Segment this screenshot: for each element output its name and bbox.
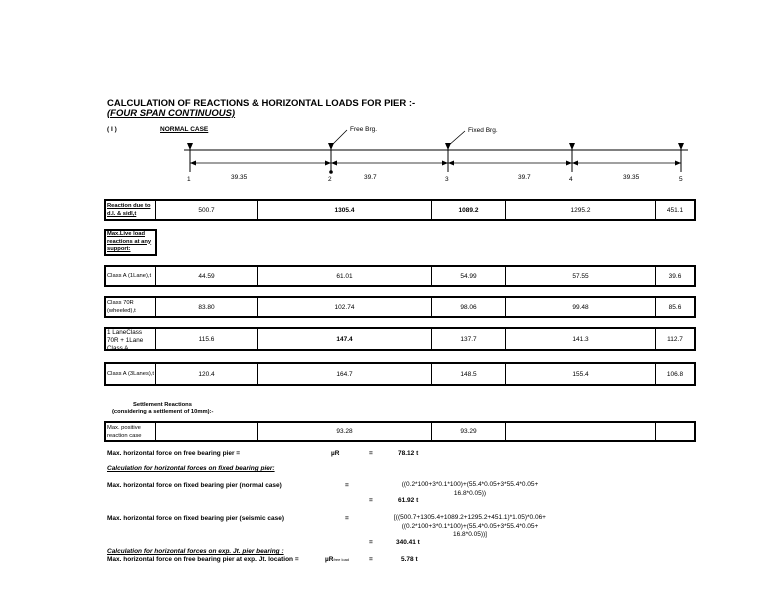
table-cell: 44.59 [156, 267, 258, 285]
equals-sign: = [345, 515, 349, 522]
table-cell [156, 423, 258, 440]
page-title: CALCULATION OF REACTIONS & HORIZONTAL LOADS FOR PIER :- [107, 98, 416, 109]
table-cell: 115.6 [156, 329, 258, 349]
exp-mu-subscript: free load [333, 557, 350, 562]
row-label: Class 70R (wheeled),t [106, 298, 156, 316]
row-label: Class A (1Lane),t [106, 267, 156, 285]
table-cell: 99.48 [506, 298, 656, 316]
table-cell: 1089.2 [432, 201, 506, 219]
equals-sign: = [345, 482, 349, 489]
table-cell: 93.29 [432, 423, 506, 440]
settlement-note: (considering a settlement of 10mm):- [112, 409, 214, 415]
table-row-dl [104, 199, 696, 221]
free-brg-leader [331, 130, 347, 146]
table-cell: 147.4 [258, 329, 432, 349]
table-cell: 61.01 [258, 267, 432, 285]
normal-case-value: 61.92 t [398, 497, 419, 504]
free-force-value: 78.12 t [398, 450, 419, 457]
table-cell: 164.7 [258, 364, 432, 384]
table-cell [656, 423, 694, 440]
table-cell: 98.06 [432, 298, 506, 316]
table-cell: 54.99 [432, 267, 506, 285]
support-2-dot [329, 170, 333, 174]
settlement-heading: Settlement Reactions [133, 402, 192, 408]
table-row-settlement [104, 421, 696, 442]
case-name: NORMAL CASE [160, 126, 209, 133]
row-label: Reaction due to d.l. & sidl,t [106, 201, 156, 219]
table-cell: 141.3 [506, 329, 656, 349]
row-label: Max. positive reaction case [106, 423, 156, 440]
table-cell: 148.5 [432, 364, 506, 384]
equals-sign: = [369, 556, 373, 563]
exp-heading: Calculation for horizontal forces on exp. Jt. pier bearing : [107, 548, 284, 555]
seismic-case-label: Max. horizontal force on fixed bearing pier (seismic case) [107, 515, 284, 522]
exp-force-value: 5.78 t [401, 556, 418, 563]
table-cell: 500.7 [156, 201, 258, 219]
table-cell: 155.4 [506, 364, 656, 384]
normal-case-formula: ((0.2*100+3*0.1*100)+(55.4*0.05+3*55.4*0.05+ 16.8*0.05)) [401, 481, 539, 497]
equals-sign: = [369, 450, 373, 457]
row-label: Class A (3Lanes),t [106, 364, 156, 384]
support-label-1: 1 [187, 176, 191, 183]
span-length-3: 39.7 [518, 174, 531, 181]
table-cell: 85.6 [668, 303, 682, 311]
free-brg-label: Free Brg. [350, 126, 378, 133]
maxll-label: Max.Live load reactions at any support: [107, 231, 152, 252]
table-cell: 137.7 [432, 329, 506, 349]
table-cell: 83.80 [156, 298, 258, 316]
normal-case-label: Max. horizontal force on fixed bearing pier (normal case) [107, 482, 282, 489]
seismic-case-value: 340.41 t [396, 539, 420, 546]
table-cell: 106.8 [666, 370, 684, 378]
seismic-case-formula: [((500.7+1305.4+1089.2+1295.2+451.1)*1.05)*0.06+ ((0.2*100+3*0.1*100)+(55.4*0.05+3*55.4*0.05+ 16.8*0.05))] [394, 514, 546, 538]
maxll-box [104, 229, 157, 256]
table-cell: 102.74 [258, 298, 432, 316]
table-cell: 93.28 [258, 423, 432, 440]
row-label: 1 LaneClass 70R + 1Lane Class A [106, 329, 156, 349]
free-force-mu: µR [331, 450, 340, 457]
fixed-heading: Calculation for horizontal forces on fixed bearing pier: [107, 465, 275, 472]
exp-force-label: Max. horizontal force on free bearing pier at exp. Jt. location = [107, 556, 299, 563]
support-label-3: 3 [445, 176, 449, 183]
table-cell: 1295.2 [506, 201, 656, 219]
support-label-2: 2 [328, 176, 332, 183]
span-length-2: 39.7 [364, 174, 377, 181]
support-markers [190, 145, 681, 172]
table-row-class-a-1 [104, 265, 696, 287]
table-cell: 120.4 [156, 364, 258, 384]
case-number: ( I ) [107, 126, 117, 133]
free-force-label: Max. horizontal force on free bearing pier = [107, 450, 241, 457]
table-cell: 57.55 [506, 267, 656, 285]
table-row-class-a-3 [104, 362, 696, 386]
support-label-5: 5 [679, 176, 683, 183]
table-cell: 112.7 [667, 335, 683, 343]
span-length-4: 39.35 [623, 174, 640, 181]
support-label-4: 4 [569, 176, 573, 183]
page-subtitle: (FOUR SPAN CONTINUOUS) [107, 108, 236, 119]
exp-mu-symbol: µR [325, 556, 334, 563]
table-cell: 1305.4 [258, 201, 432, 219]
table-cell [506, 423, 656, 440]
table-cell: 451.1 [666, 206, 684, 214]
span-diagram [0, 0, 768, 200]
span-length-1: 39.35 [231, 174, 248, 181]
table-row-combination [104, 327, 696, 351]
fixed-brg-leader [448, 131, 465, 146]
equals-sign: = [369, 497, 373, 504]
equals-sign: = [369, 539, 373, 546]
support-arrows [187, 143, 684, 150]
fixed-brg-label: Fixed Brg. [468, 127, 498, 134]
exp-force-mu [325, 556, 349, 563]
table-cell: 39.6 [668, 272, 682, 280]
table-row-class-70r [104, 296, 696, 318]
